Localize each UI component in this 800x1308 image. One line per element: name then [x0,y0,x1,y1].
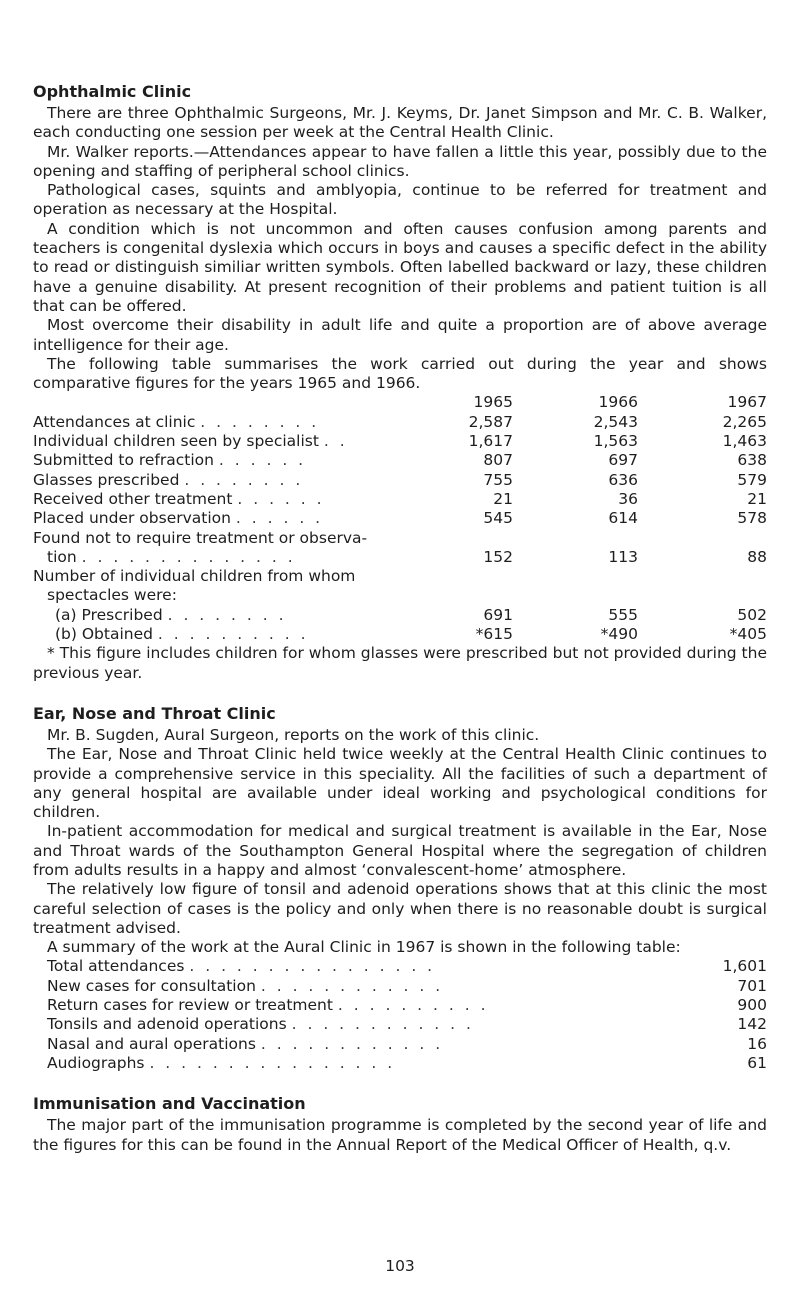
row-label: Total attendances [47,957,185,976]
row-value: 1,601 [722,957,767,976]
table-row [33,490,767,509]
immunisation-heading: Immunisation and Vaccination [33,1094,306,1114]
table-row [33,625,767,644]
row-label: New cases for consultation [47,976,256,995]
value-1966: 1,563 [593,432,638,451]
value-1967: *405 [729,625,767,644]
value-1965: 2,587 [468,412,513,431]
leader-dots: . . . . . . . . [167,605,287,624]
row-label: (a) Prescribed [55,605,163,624]
leader-dots: . . . . . . . . . . . . . . . . [149,1053,396,1072]
table-header-row [33,393,767,412]
value-1965: 755 [483,470,513,489]
table-row [33,996,767,1015]
ophthalmic-paragraph: Most overcome their disability in adult life and quite a proportion are of above average intelligence for their age. [33,316,767,354]
table-row [33,471,767,490]
value-1965: 1,617 [468,432,513,451]
table-row [33,606,767,625]
ophthalmic-paragraph: Mr. Walker reports.—Attendances appear to have fallen a little this year, possibly due to the opening and staffing of peripheral school clinics. [33,142,767,180]
ophthalmic-paragraph: The following table summarises the work carried out during the year and shows comparative figures for the years 1965 and 1966. [33,354,767,393]
leader-dots: . . . . . . . . . . . . . . [81,547,296,566]
row-label: Received other treatment [33,489,233,508]
value-1966: 36 [618,489,638,508]
value-1967: 578 [737,509,767,528]
leader-dots: . . . . . . . . [200,412,320,431]
value-1966: 697 [608,451,638,470]
ophthalmic-paragraph: There are three Ophthalmic Surgeons, Mr. J. Keyms, Dr. Janet Simpson and Mr. C. B. Walker, each conducting one session per week at the Central Health Clinic. [33,104,767,142]
leader-dots: . . . . . . [218,451,307,470]
immunisation-paragraph: The major part of the immunisation programme is completed by the second year of life and the figures for this can be found in the Annual Report of the Medical Officer of Health, q.v. [33,1116,767,1154]
table-row [33,957,767,976]
ophthalmic-heading: Ophthalmic Clinic [33,82,192,101]
row-value: 61 [747,1053,767,1072]
value-1966: 614 [608,509,638,528]
ophthalmic-table [33,393,767,644]
row-label: Glasses prescribed [33,470,180,489]
ent-heading: Ear, Nose and Throat Clinic [33,703,276,723]
table-row [33,413,767,432]
table-row [33,529,767,548]
year-header: 1966 [598,393,638,412]
aural-clinic-table [33,957,767,1073]
leader-dots: . . . . . . . . . . . . [260,976,444,995]
row-label: (b) Obtained [55,625,153,644]
value-1967: 502 [737,605,767,624]
leader-dots: . . . . . . . . [184,470,304,489]
value-1967: 579 [737,470,767,489]
row-label: Tonsils and adenoid operations [47,1015,287,1034]
table-row [33,1035,767,1054]
table-row [33,977,767,996]
leader-dots: . . . . . . [235,509,324,528]
table-row [33,567,767,586]
leader-dots: . . . . . . . . . . [337,996,489,1015]
value-1967: 2,265 [722,412,767,431]
page-number: 103 [385,1257,415,1275]
value-1966: 113 [608,547,638,566]
value-1966: 555 [608,605,638,624]
leader-dots: . . . . . . [237,489,325,508]
table-row [33,1015,767,1034]
value-1965: 152 [483,547,513,566]
table-row [33,432,767,451]
ent-paragraph: In-patient accommodation for medical and surgical treatment is available in the Ear, Nose and Throat wards of the Southampton General Hospital where the segregation of children from adults results in a happy and almost ‘convalescent-home’ atmosphere. [33,822,767,879]
row-label: Attendances at clinic [33,412,196,431]
table-row [33,548,767,567]
table-row [33,1054,767,1073]
row-label: Individual children seen by specialist [33,432,319,451]
leader-dots: . . . . . . . . . . [157,625,309,644]
row-value: 900 [737,996,767,1015]
value-1967: 88 [747,547,767,566]
row-label: spectacles were: [47,586,177,605]
value-1965: 807 [483,451,513,470]
row-value: 701 [737,976,767,995]
value-1967: 1,463 [722,432,767,451]
year-header: 1965 [473,393,513,412]
ophthalmic-paragraph: Pathological cases, squints and amblyopia, continue to be referred for treatment and operation as necessary at the Hospital. [33,181,767,219]
leader-dots: . . [323,432,348,451]
row-label: Return cases for review or treatment [47,996,333,1015]
value-1966: 636 [608,470,638,489]
ent-paragraph: The relatively low figure of tonsil and adenoid operations shows that at this clinic the most careful selection of cases is the policy and only when there is no reasonable doubt is surgical treatment advised. [33,880,767,937]
ent-paragraph: A summary of the work at the Aural Clinic in 1967 is shown in the following table: [47,938,681,957]
value-1965: 545 [483,509,513,528]
row-label: tion [47,547,77,566]
row-label: Placed under observation [33,509,231,528]
row-value: 16 [747,1034,767,1053]
table-row [33,451,767,470]
row-label: Found not to require treatment or observa- [33,528,368,547]
value-1967: 638 [737,451,767,470]
value-1966: 2,543 [593,412,638,431]
row-label: Number of individual children from whom [33,567,356,586]
leader-dots: . . . . . . . . . . . . [260,1034,444,1053]
page-content [33,82,767,1155]
leader-dots: . . . . . . . . . . . . [291,1015,474,1034]
value-1966: *490 [600,625,638,644]
value-1967: 21 [747,489,767,508]
row-label: Audiographs [47,1053,145,1072]
row-label: Nasal and aural operations [47,1034,256,1053]
row-label: Submitted to refraction [33,451,214,470]
ent-paragraph: The Ear, Nose and Throat Clinic held twice weekly at the Central Health Clinic continues to provide a comprehensive service in this speciality. All the facilities of such a department of any general hospital are available under ideal working and psychological conditions for children. [33,745,767,822]
leader-dots: . . . . . . . . . . . . . . . . [189,957,436,976]
footnote: * This figure includes children for whom glasses were prescribed but not provided during the previous year. [33,644,767,682]
table-row [33,509,767,528]
year-header: 1967 [727,393,767,412]
value-1965: 21 [493,489,513,508]
ophthalmic-paragraph: A condition which is not uncommon and often causes confusion among parents and teachers is congenital dyslexia which occurs in boys and causes a specific defect in the ability to read or distinguish similiar written symbols. Often labelled backward or lazy, these children have a genuine disability. At present recognition of their problems and patient tuition is all that can be offered. [33,219,767,315]
table-row [33,586,767,605]
ent-paragraph: Mr. B. Sugden, Aural Surgeon, reports on the work of this clinic. [47,725,540,744]
row-value: 142 [737,1015,767,1034]
value-1965: 691 [483,605,513,624]
value-1965: *615 [475,625,513,644]
